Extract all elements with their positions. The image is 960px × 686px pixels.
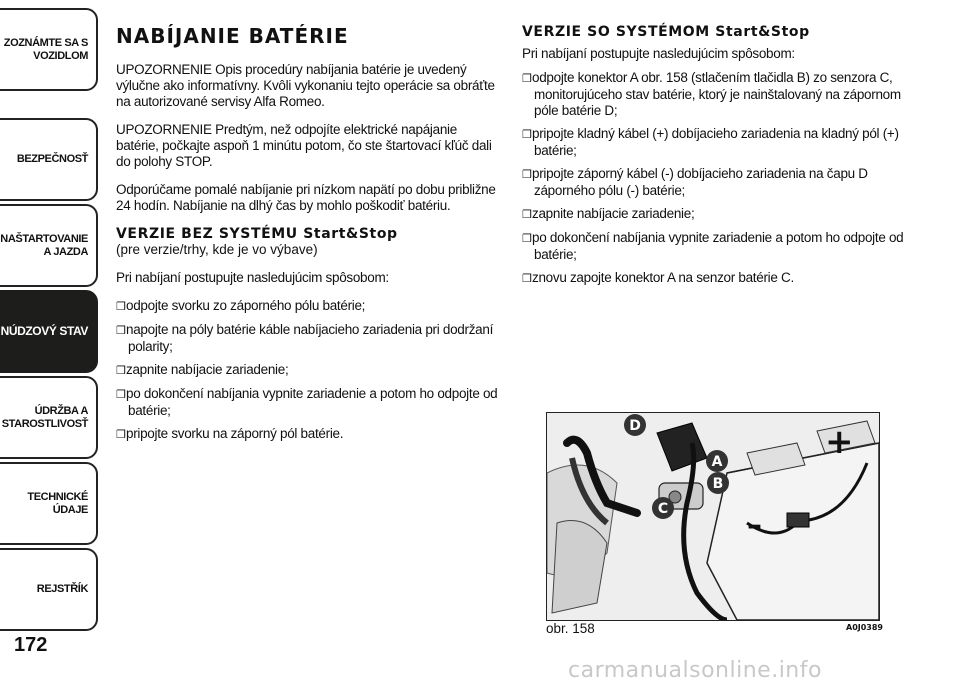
list-item: ❒pripojte záporný kábel (-) dobíjacieho zariadenia na čapu D záporného pólu (-) batérie; xyxy=(522,166,868,198)
tab-udrzba[interactable] xyxy=(0,376,98,459)
plus-sign: + xyxy=(825,422,854,462)
tab-nudzovy-stav[interactable] xyxy=(0,290,98,373)
tab-technicke-udaje[interactable] xyxy=(0,462,98,545)
tab-bezpecnost[interactable] xyxy=(0,118,98,201)
list-item: ❒znovu zapojte konektor A na senzor batérie C. xyxy=(522,270,794,285)
intro-text: Pri nabíjaní postupujte nasledujúcim spôsobom: xyxy=(116,270,389,285)
list-item: ❒po dokončení nabíjania vypnite zariadenie a potom ho odpojte od batérie; xyxy=(116,386,498,418)
paragraph: UPOZORNENIE Opis procedúry nabíjania batérie je uvedený výlučne ako informatívny. Kvôli vykonaniu tejto operácie sa obráťte na autorizované servisy Alfa Romeo. xyxy=(116,62,495,109)
list-item: ❒pripojte kladný kábel (+) dobíjacieho zariadenia na kladný pól (+) batérie; xyxy=(522,126,899,158)
checkbox-bullet-icon: ❒ xyxy=(522,73,532,85)
tab-nastartovanie[interactable] xyxy=(0,204,98,287)
section-subtitle: (pre verzie/trhy, kde je vo výbave) xyxy=(116,242,318,257)
tab-label: REJSTŘÍK xyxy=(36,583,88,595)
list-item: ❒zapnite nabíjacie zariadenie; xyxy=(522,206,695,221)
callout-a: A xyxy=(711,454,723,470)
checkbox-bullet-icon: ❒ xyxy=(522,209,532,221)
tab-label: ÚDRŽBA A STAROSTLIVOSŤ xyxy=(1,404,88,430)
tab-label: BEZPEČNOSŤ xyxy=(16,153,88,165)
checkbox-bullet-icon: ❒ xyxy=(522,169,532,181)
left-column xyxy=(116,20,498,450)
page-title: NABÍJANIE BATÉRIE xyxy=(116,24,349,48)
list-item: ❒po dokončení nabíjania vypnite zariadenie a potom ho odpojte od batérie; xyxy=(522,230,904,262)
minus-sign: – xyxy=(747,508,762,543)
list-item: ❒zapnite nabíjacie zariadenie; xyxy=(116,362,289,377)
figure-code: A0J0389 xyxy=(846,623,883,632)
checkbox-bullet-icon: ❒ xyxy=(116,389,126,401)
step-list xyxy=(522,70,907,287)
battery-illustration xyxy=(547,413,879,620)
list-item: ❒odpojte svorku zo záporného pólu batérie; xyxy=(116,298,366,313)
checkbox-bullet-icon: ❒ xyxy=(116,429,126,441)
tab-label: TECHNICKÉ ÚDAJE xyxy=(27,490,88,516)
section-title: VERZIE SO SYSTÉMOM Start&Stop xyxy=(522,24,810,40)
tab-label: NÚDZOVÝ STAV xyxy=(0,324,88,338)
checkbox-bullet-icon: ❒ xyxy=(522,233,532,245)
paragraph: UPOZORNENIE Predtým, než odpojíte elektrické napájanie batérie, počkajte aspoň 1 minútu potom, čo ste štartovací kľúč dali do polohy STOP. xyxy=(116,122,492,169)
tab-zoznamte-sa[interactable] xyxy=(0,8,98,91)
section-title: VERZIE BEZ SYSTÉMU Start&Stop xyxy=(116,226,398,242)
tab-rejstrik[interactable] xyxy=(0,548,98,631)
checkbox-bullet-icon: ❒ xyxy=(116,365,126,377)
paragraph: Odporúčame pomalé nabíjanie pri nízkom napätí po dobu približne 24 hodín. Nabíjanie na dlhý čas by mohlo poškodiť batériu. xyxy=(116,182,496,213)
tab-label: ZOZNÁMTE SA S VOZIDLOM xyxy=(3,36,88,62)
callout-b: B xyxy=(712,476,724,492)
step-list xyxy=(116,298,498,443)
figure-caption: obr. 158 xyxy=(546,621,595,636)
callout-d: D xyxy=(629,418,641,434)
list-item: ❒napojte na póly batérie káble nabíjacieho zariadenia pri dodržaní polarity; xyxy=(116,322,494,354)
tab-label: NAŠTARTOVANIE A JAZDA xyxy=(0,232,88,258)
checkbox-bullet-icon: ❒ xyxy=(522,129,532,141)
checkbox-bullet-icon: ❒ xyxy=(116,325,126,337)
list-item: ❒pripojte svorku na záporný pól batérie. xyxy=(116,426,344,441)
list-item: ❒odpojte konektor A obr. 158 (stlačením tlačidla B) zo senzora C, monitorujúceho stav batérie, ktorý je nainštalovaný na zápornom póle batérie D; xyxy=(522,70,901,118)
callout-c: C xyxy=(657,501,669,517)
intro-text: Pri nabíjaní postupujte nasledujúcim spôsobom: xyxy=(522,46,795,61)
watermark: carmanualsonline.info xyxy=(568,658,822,683)
checkbox-bullet-icon: ❒ xyxy=(116,301,126,313)
battery-figure xyxy=(546,412,880,621)
right-column xyxy=(522,20,907,294)
checkbox-bullet-icon: ❒ xyxy=(522,273,532,285)
page-number: 172 xyxy=(14,634,48,656)
